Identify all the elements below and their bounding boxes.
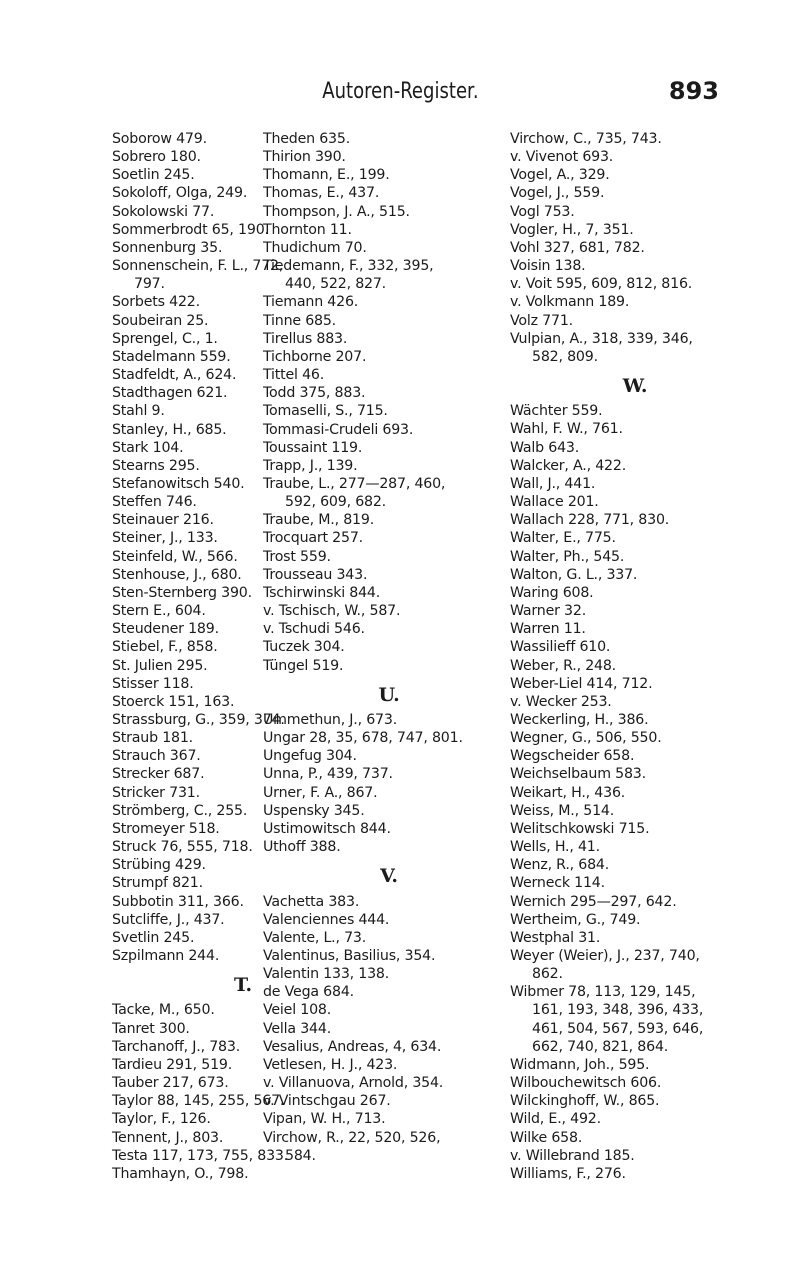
index-entry: Sten-Sternberg 390. bbox=[112, 584, 252, 601]
index-entry: Stearns 295. bbox=[112, 457, 200, 474]
index-entry-continuation: 592, 609, 682. bbox=[285, 494, 386, 511]
index-entry-continuation: 461, 504, 567, 593, 646, bbox=[532, 1020, 704, 1037]
index-entry: Ungefug 304. bbox=[263, 748, 357, 765]
index-entry: Weckerling, H., 386. bbox=[510, 711, 649, 728]
page-title: Autoren-Register. bbox=[322, 79, 479, 104]
index-entry: Ustimowitsch 844. bbox=[263, 820, 391, 837]
index-entry: Steiner, J., 133. bbox=[112, 530, 218, 547]
index-entry: Warner 32. bbox=[510, 603, 587, 620]
index-entry: Theden 635. bbox=[263, 131, 351, 147]
index-entry: Vachetta 383. bbox=[263, 893, 360, 910]
index-entry: Walton, G. L., 337. bbox=[510, 566, 638, 583]
index-entry: Walb 643. bbox=[510, 439, 580, 456]
index-entry: Stadfeldt, A., 624. bbox=[112, 367, 237, 384]
index-entry: Wallach 228, 771, 830. bbox=[510, 512, 670, 529]
index-entry: Tiemann 426. bbox=[263, 294, 359, 311]
index-entry-continuation: 440, 522, 827. bbox=[285, 276, 386, 293]
index-entry: Vogler, H., 7, 351. bbox=[510, 221, 634, 238]
index-entry-continuation: 662, 740, 821, 864. bbox=[532, 1038, 669, 1055]
index-entry: Wächter 559. bbox=[510, 403, 603, 420]
index-entry: v. Volkmann 189. bbox=[510, 294, 630, 311]
index-entry: v. Villanuova, Arnold, 354. bbox=[263, 1075, 444, 1092]
index-entry: Subbotin 311, 366. bbox=[112, 893, 244, 910]
index-entry: Wells, H., 41. bbox=[510, 839, 600, 856]
index-entry: Tennent, J., 803. bbox=[112, 1129, 224, 1146]
index-entry: Stiebel, F., 858. bbox=[112, 639, 218, 656]
index-entry: Unna, P., 439, 737. bbox=[263, 766, 393, 783]
index-entry: Weichselbaum 583. bbox=[510, 766, 646, 783]
index-entry: Strumpf 821. bbox=[112, 875, 203, 892]
index-entry: Strecker 687. bbox=[112, 766, 205, 783]
index-entry: Walcker, A., 422. bbox=[510, 457, 627, 474]
index-entry: Thudichum 70. bbox=[263, 239, 367, 256]
index-entry: Volz 771. bbox=[510, 312, 573, 329]
index-entry: Wertheim, G., 749. bbox=[510, 911, 641, 928]
index-entry: Svetlin 245. bbox=[112, 929, 195, 946]
index-entry: Steffen 746. bbox=[112, 494, 197, 511]
index-entry: Tanret 300. bbox=[112, 1020, 190, 1037]
index-entry: Tirellus 883. bbox=[263, 330, 348, 347]
index-entry: Sokoloff, Olga, 249. bbox=[112, 185, 248, 202]
index-entry: Weber, R., 248. bbox=[510, 657, 616, 674]
index-entry: v. Wecker 253. bbox=[510, 693, 612, 710]
index-entry: Vipan, W. H., 713. bbox=[263, 1111, 386, 1128]
index-entry: Wallace 201. bbox=[510, 494, 599, 511]
index-entry: Sokolowski 77. bbox=[112, 203, 215, 220]
index-entry: Widmann, Joh., 595. bbox=[510, 1056, 650, 1073]
index-entry: Tüngel 519. bbox=[263, 657, 344, 674]
index-entry: Wild, E., 492. bbox=[510, 1111, 601, 1128]
index-entry: Strauch 367. bbox=[112, 748, 201, 765]
index-entry: Wegscheider 658. bbox=[510, 748, 635, 765]
index-entry: Wilke 658. bbox=[510, 1129, 583, 1146]
index-entry: Wall, J., 441. bbox=[510, 475, 596, 492]
index-entry: Williams, F., 276. bbox=[510, 1165, 626, 1182]
index-entry: v. Tschudi 546. bbox=[263, 621, 365, 638]
index-entry: Stricker 731. bbox=[112, 784, 200, 801]
index-entry: Thompson, J. A., 515. bbox=[263, 203, 410, 220]
index-entry: Stoerck 151, 163. bbox=[112, 693, 235, 710]
index-entry: Toussaint 119. bbox=[263, 439, 363, 456]
index-entry: Tardieu 291, 519. bbox=[112, 1056, 233, 1073]
index-entry: Struck 76, 555, 718. bbox=[112, 839, 253, 856]
index-entry: Valentinus, Basilius, 354. bbox=[263, 948, 436, 964]
index-entry: Tinne 685. bbox=[263, 312, 336, 329]
index-entry: Urner, F. A., 867. bbox=[263, 784, 378, 801]
index-entry: v. Vivenot 693. bbox=[510, 149, 614, 166]
index-entry: Sommerbrodt 65, 190. bbox=[112, 221, 269, 238]
index-entry: Tichborne 207. bbox=[263, 348, 367, 365]
index-entry: Taylor, F., 126. bbox=[112, 1111, 211, 1128]
index-entry: Trapp, J., 139. bbox=[263, 457, 358, 474]
index-entry: Wibmer 78, 113, 129, 145, bbox=[510, 984, 696, 1001]
index-entry: Todd 375, 883. bbox=[263, 385, 366, 402]
index-entry: Warren 11. bbox=[510, 621, 586, 638]
index-entry: Vogl 753. bbox=[510, 203, 575, 220]
index-entry: Weikart, H., 436. bbox=[510, 784, 626, 801]
index-entry: Waring 608. bbox=[510, 584, 594, 601]
index-entry: Strübing 429. bbox=[112, 857, 206, 874]
index-entry: Stanley, H., 685. bbox=[112, 421, 227, 438]
index-entry: Szpilmann 244. bbox=[112, 948, 220, 965]
index-entry: Traube, M., 819. bbox=[263, 512, 375, 529]
section-letter-heading: T. bbox=[234, 974, 252, 997]
section-letter-heading: U. bbox=[378, 683, 400, 706]
index-entry: Tuczek 304. bbox=[263, 639, 345, 656]
index-entry: Westphal 31. bbox=[510, 929, 601, 946]
index-entry: Strömberg, C., 255. bbox=[112, 802, 248, 819]
index-entry: Vulpian, A., 318, 339, 346, bbox=[510, 330, 693, 347]
index-entry: Valentin 133, 138. bbox=[263, 966, 390, 983]
index-entry: Veiel 108. bbox=[263, 1002, 332, 1019]
index-entry: Thornton 11. bbox=[263, 221, 352, 238]
index-entry-continuation: 862. bbox=[532, 966, 563, 983]
index-entry: Steinauer 216. bbox=[112, 512, 214, 529]
section-letter-heading: V. bbox=[380, 865, 398, 888]
index-entry: Vogel, A., 329. bbox=[510, 167, 610, 184]
index-entry: Valenciennes 444. bbox=[263, 911, 390, 928]
index-entry: Tarchanoff, J., 783. bbox=[112, 1038, 241, 1055]
index-entry: Walter, Ph., 545. bbox=[510, 548, 625, 565]
index-entry-continuation: 584. bbox=[285, 1147, 316, 1164]
index-entry: Sutcliffe, J., 437. bbox=[112, 911, 225, 928]
index-entry: Tittel 46. bbox=[263, 367, 325, 384]
index-entry-continuation: 582, 809. bbox=[532, 348, 598, 365]
index-entry: Weber-Liel 414, 712. bbox=[510, 675, 653, 692]
index-entry: Thirion 390. bbox=[263, 149, 346, 166]
index-entry: v. Willebrand 185. bbox=[510, 1147, 635, 1164]
index-entry: Stenhouse, J., 680. bbox=[112, 566, 242, 583]
index-entry: v. Tschisch, W., 587. bbox=[263, 603, 401, 620]
index-entry: Vella 344. bbox=[263, 1020, 332, 1037]
index-entry: Virchow, C., 735, 743. bbox=[510, 131, 662, 147]
index-entry: Tomaselli, S., 715. bbox=[263, 403, 388, 420]
index-entry: Sonnenburg 35. bbox=[112, 239, 223, 256]
index-column-2 bbox=[263, 130, 515, 1165]
index-entry: Stisser 118. bbox=[112, 675, 194, 692]
index-entry: Valente, L., 73. bbox=[263, 929, 367, 946]
index-entry: Wenz, R., 684. bbox=[510, 857, 610, 874]
index-entry: Sorbets 422. bbox=[112, 294, 200, 311]
index-entry: Trocquart 257. bbox=[263, 530, 363, 547]
section-letter-heading: W. bbox=[622, 375, 648, 398]
index-entry: Stern E., 604. bbox=[112, 603, 206, 620]
index-entry: Wernich 295—297, 642. bbox=[510, 893, 677, 910]
index-entry: Stadthagen 621. bbox=[112, 385, 228, 402]
index-entry: Welitschkowski 715. bbox=[510, 820, 650, 837]
index-entry: Wassilieff 610. bbox=[510, 639, 611, 656]
index-entry: Taylor 88, 145, 255, 567. bbox=[112, 1093, 285, 1110]
index-entry: Tiedemann, F., 332, 395, bbox=[263, 258, 434, 275]
index-entry: Sprengel, C., 1. bbox=[112, 330, 218, 347]
index-entry: Strassburg, G., 359, 374. bbox=[112, 712, 285, 728]
index-entry: Steudener 189. bbox=[112, 621, 219, 638]
page-header bbox=[0, 79, 801, 111]
index-entry: Wilbouchewitsch 606. bbox=[510, 1075, 662, 1092]
index-entry: Vesalius, Andreas, 4, 634. bbox=[263, 1038, 442, 1055]
index-entry: Thamhayn, O., 798. bbox=[112, 1165, 249, 1182]
index-entry: Tommasi-Crudeli 693. bbox=[263, 421, 414, 438]
index-entry: Steinfeld, W., 566. bbox=[112, 548, 238, 565]
index-entry: Voisin 138. bbox=[510, 258, 586, 275]
index-entry: Stefanowitsch 540. bbox=[112, 475, 245, 492]
index-entry: Tauber 217, 673. bbox=[112, 1075, 229, 1092]
index-entry: Straub 181. bbox=[112, 730, 193, 747]
index-entry: Sonnenschein, F. L., 772, bbox=[112, 258, 284, 275]
index-entry: Tschirwinski 844. bbox=[263, 584, 381, 601]
index-entry: Stahl 9. bbox=[112, 403, 165, 420]
index-entry: Vogel, J., 559. bbox=[510, 185, 605, 202]
index-entry: Soetlin 245. bbox=[112, 167, 195, 184]
index-entry: Wahl, F. W., 761. bbox=[510, 421, 623, 438]
index-entry: Testa 117, 173, 755, 833. bbox=[112, 1147, 289, 1164]
index-entry: Vohl 327, 681, 782. bbox=[510, 239, 645, 256]
index-entry: Thomann, E., 199. bbox=[263, 167, 390, 184]
index-entry: Werneck 114. bbox=[510, 875, 605, 892]
index-entry: Tacke, M., 650. bbox=[112, 1002, 215, 1019]
index-entry: Ummethun, J., 673. bbox=[263, 711, 398, 728]
index-entry: Vetlesen, H. J., 423. bbox=[263, 1056, 398, 1073]
index-entry: Uthoff 388. bbox=[263, 839, 341, 856]
index-entry: Trost 559. bbox=[263, 548, 331, 565]
index-entry: St. Julien 295. bbox=[112, 657, 208, 674]
index-entry: Traube, L., 277—287, 460, bbox=[263, 475, 446, 492]
index-entry: Virchow, R., 22, 520, 526, bbox=[263, 1129, 441, 1146]
index-entry: Weyer (Weier), J., 237, 740, bbox=[510, 948, 700, 965]
index-entry: Thomas, E., 437. bbox=[263, 185, 380, 202]
index-entry: de Vega 684. bbox=[263, 984, 354, 1001]
index-entry: Sobrero 180. bbox=[112, 149, 201, 166]
index-entry: v. Voit 595, 609, 812, 816. bbox=[510, 276, 693, 293]
index-entry: Weiss, M., 514. bbox=[510, 802, 615, 819]
index-entry: Wegner, G., 506, 550. bbox=[510, 730, 662, 747]
index-entry: Uspensky 345. bbox=[263, 802, 365, 819]
index-entry: v. Vintschgau 267. bbox=[263, 1093, 391, 1110]
index-entry: Wilckinghoff, W., 865. bbox=[510, 1093, 660, 1110]
index-entry: Soborow 479. bbox=[112, 131, 207, 147]
index-column-3 bbox=[510, 130, 760, 1183]
index-entry: Trousseau 343. bbox=[263, 566, 368, 583]
index-entry: Soubeiran 25. bbox=[112, 312, 209, 329]
page-number: 893 bbox=[668, 77, 719, 105]
index-entry: Stark 104. bbox=[112, 439, 184, 456]
index-entry: Ungar 28, 35, 678, 747, 801. bbox=[263, 730, 463, 747]
index-entry: Stadelmann 559. bbox=[112, 348, 231, 365]
index-entry-continuation: 161, 193, 348, 396, 433, bbox=[532, 1002, 704, 1019]
index-entry: Walter, E., 775. bbox=[510, 530, 616, 547]
index-entry: Stromeyer 518. bbox=[112, 820, 220, 837]
index-entry-continuation: 797. bbox=[134, 276, 165, 293]
